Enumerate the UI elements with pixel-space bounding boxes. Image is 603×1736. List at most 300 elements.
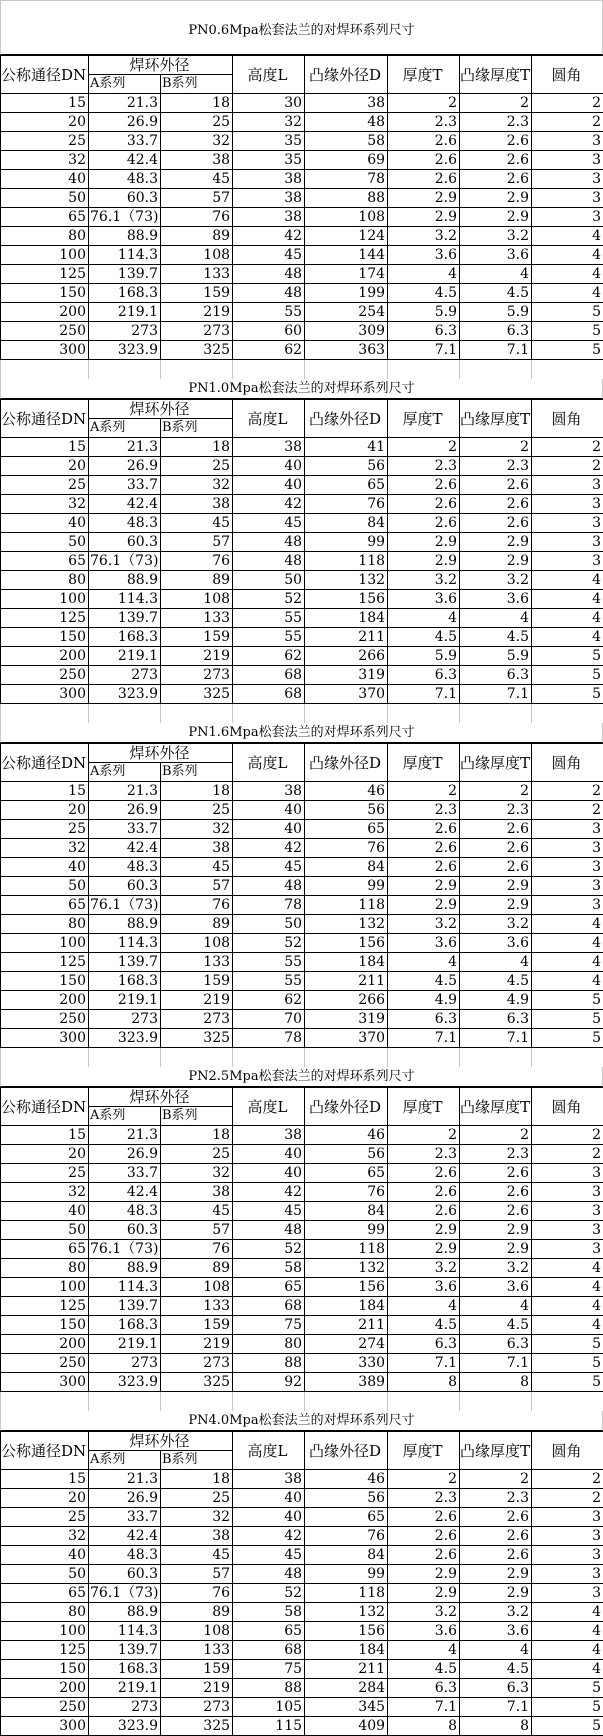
cell-fillet[interactable]: 2	[532, 94, 603, 113]
header-flange-od[interactable]: 凸缘外径D	[305, 1432, 388, 1470]
cell-flange-od-d[interactable]: 319	[305, 666, 388, 685]
cell-series-b[interactable]: 219	[161, 1335, 233, 1354]
cell-flange-od-d[interactable]: 370	[305, 685, 388, 704]
cell-flange-od-d[interactable]: 184	[305, 609, 388, 628]
cell-series-a[interactable]: 168.3	[89, 628, 161, 647]
cell-flange-thickness-t[interactable]: 5.9	[460, 303, 532, 322]
cell-flange-thickness-t[interactable]: 6.3	[460, 1335, 532, 1354]
cell-flange-od-d[interactable]: 156	[305, 590, 388, 609]
cell-flange-od-d[interactable]: 144	[305, 246, 388, 265]
cell-series-b[interactable]: 76	[161, 552, 233, 571]
cell-thickness-t[interactable]: 2.3	[388, 113, 460, 132]
cell-fillet[interactable]: 5	[532, 1698, 603, 1717]
cell-series-a[interactable]: 323.9	[89, 1029, 161, 1048]
cell-flange-thickness-t[interactable]: 2.6	[460, 1546, 532, 1565]
cell-flange-thickness-t[interactable]: 7.1	[460, 341, 532, 360]
cell-dn[interactable]: 32	[1, 495, 89, 514]
cell-height-l[interactable]: 40	[233, 801, 305, 820]
empty-cell[interactable]	[388, 704, 460, 724]
cell-thickness-t[interactable]: 6.3	[388, 1335, 460, 1354]
cell-thickness-t[interactable]: 2.9	[388, 1240, 460, 1259]
cell-height-l[interactable]: 48	[233, 284, 305, 303]
cell-series-a[interactable]: 219.1	[89, 1679, 161, 1698]
cell-fillet[interactable]: 2	[532, 782, 603, 801]
cell-series-a[interactable]: 114.3	[89, 934, 161, 953]
cell-thickness-t[interactable]: 2.9	[388, 208, 460, 227]
empty-cell[interactable]	[89, 1048, 161, 1068]
cell-height-l[interactable]: 30	[233, 94, 305, 113]
cell-height-l[interactable]: 45	[233, 1202, 305, 1221]
cell-fillet[interactable]: 5	[532, 322, 603, 341]
cell-dn[interactable]: 32	[1, 839, 89, 858]
empty-cell[interactable]	[388, 1048, 460, 1068]
header-height[interactable]: 高度L	[233, 744, 305, 782]
cell-flange-thickness-t[interactable]: 2.6	[460, 151, 532, 170]
cell-flange-thickness-t[interactable]: 8	[460, 1717, 532, 1736]
header-height[interactable]: 高度L	[233, 56, 305, 94]
cell-flange-thickness-t[interactable]: 2.9	[460, 896, 532, 915]
cell-fillet[interactable]: 4	[532, 628, 603, 647]
cell-thickness-t[interactable]: 4	[388, 953, 460, 972]
cell-series-a[interactable]: 42.4	[89, 495, 161, 514]
cell-thickness-t[interactable]: 2.9	[388, 189, 460, 208]
cell-series-a[interactable]: 323.9	[89, 1717, 161, 1736]
cell-thickness-t[interactable]: 4	[388, 609, 460, 628]
cell-series-b[interactable]: 32	[161, 820, 233, 839]
cell-height-l[interactable]: 48	[233, 1221, 305, 1240]
cell-flange-thickness-t[interactable]: 4.5	[460, 1316, 532, 1335]
cell-series-a[interactable]: 21.3	[89, 782, 161, 801]
cell-fillet[interactable]: 3	[532, 820, 603, 839]
cell-dn[interactable]: 125	[1, 265, 89, 284]
header-fillet[interactable]: 圆角	[532, 744, 603, 782]
header-series-b[interactable]: B系列	[161, 1107, 233, 1126]
cell-dn[interactable]: 150	[1, 628, 89, 647]
cell-dn[interactable]: 100	[1, 246, 89, 265]
cell-flange-thickness-t[interactable]: 2.6	[460, 495, 532, 514]
cell-fillet[interactable]: 4	[532, 265, 603, 284]
cell-series-b[interactable]: 38	[161, 1527, 233, 1546]
empty-cell[interactable]	[532, 360, 603, 380]
cell-height-l[interactable]: 40	[233, 1489, 305, 1508]
cell-flange-thickness-t[interactable]: 2.6	[460, 132, 532, 151]
cell-flange-od-d[interactable]: 48	[305, 113, 388, 132]
cell-series-b[interactable]: 45	[161, 1546, 233, 1565]
cell-fillet[interactable]: 4	[532, 934, 603, 953]
cell-series-a[interactable]: 33.7	[89, 1164, 161, 1183]
cell-fillet[interactable]: 3	[532, 1183, 603, 1202]
cell-flange-thickness-t[interactable]: 6.3	[460, 666, 532, 685]
cell-flange-thickness-t[interactable]: 4	[460, 1641, 532, 1660]
cell-series-b[interactable]: 76	[161, 1584, 233, 1603]
cell-flange-thickness-t[interactable]: 4	[460, 953, 532, 972]
cell-dn[interactable]: 25	[1, 132, 89, 151]
cell-flange-od-d[interactable]: 108	[305, 208, 388, 227]
cell-dn[interactable]: 40	[1, 858, 89, 877]
cell-thickness-t[interactable]: 2	[388, 1126, 460, 1145]
cell-thickness-t[interactable]: 3.6	[388, 934, 460, 953]
cell-series-a[interactable]: 42.4	[89, 839, 161, 858]
cell-height-l[interactable]: 88	[233, 1354, 305, 1373]
cell-fillet[interactable]: 4	[532, 1603, 603, 1622]
cell-flange-thickness-t[interactable]: 3.2	[460, 1603, 532, 1622]
empty-cell[interactable]	[388, 1392, 460, 1412]
cell-series-a[interactable]: 168.3	[89, 972, 161, 991]
cell-height-l[interactable]: 78	[233, 1029, 305, 1048]
cell-height-l[interactable]: 60	[233, 322, 305, 341]
cell-flange-od-d[interactable]: 99	[305, 1221, 388, 1240]
cell-fillet[interactable]: 3	[532, 495, 603, 514]
empty-cell[interactable]	[460, 1048, 532, 1068]
header-fillet[interactable]: 圆角	[532, 56, 603, 94]
cell-dn[interactable]: 300	[1, 1717, 89, 1736]
cell-flange-thickness-t[interactable]: 2.6	[460, 476, 532, 495]
cell-flange-thickness-t[interactable]: 3.6	[460, 934, 532, 953]
cell-dn[interactable]: 200	[1, 1335, 89, 1354]
header-series-a[interactable]: A系列	[89, 763, 161, 782]
cell-dn[interactable]: 80	[1, 227, 89, 246]
cell-thickness-t[interactable]: 6.3	[388, 322, 460, 341]
cell-flange-od-d[interactable]: 370	[305, 1029, 388, 1048]
cell-thickness-t[interactable]: 3.2	[388, 1603, 460, 1622]
cell-height-l[interactable]: 78	[233, 896, 305, 915]
header-thickness[interactable]: 厚度T	[388, 1088, 460, 1126]
cell-flange-thickness-t[interactable]: 2.6	[460, 1164, 532, 1183]
cell-dn[interactable]: 100	[1, 1278, 89, 1297]
empty-cell[interactable]	[532, 1392, 603, 1412]
cell-flange-thickness-t[interactable]: 6.3	[460, 1010, 532, 1029]
cell-series-b[interactable]: 273	[161, 1354, 233, 1373]
cell-series-a[interactable]: 21.3	[89, 438, 161, 457]
cell-fillet[interactable]: 3	[532, 552, 603, 571]
cell-series-a[interactable]: 323.9	[89, 685, 161, 704]
cell-flange-od-d[interactable]: 56	[305, 1145, 388, 1164]
cell-series-b[interactable]: 273	[161, 1010, 233, 1029]
cell-dn[interactable]: 250	[1, 322, 89, 341]
empty-cell[interactable]	[233, 1048, 305, 1068]
cell-height-l[interactable]: 38	[233, 782, 305, 801]
cell-thickness-t[interactable]: 2.6	[388, 1527, 460, 1546]
cell-height-l[interactable]: 55	[233, 303, 305, 322]
cell-series-a[interactable]: 48.3	[89, 514, 161, 533]
cell-dn[interactable]: 250	[1, 1010, 89, 1029]
cell-dn[interactable]: 250	[1, 1698, 89, 1717]
cell-dn[interactable]: 200	[1, 1679, 89, 1698]
cell-thickness-t[interactable]: 5.9	[388, 647, 460, 666]
cell-series-a[interactable]: 139.7	[89, 1297, 161, 1316]
cell-flange-od-d[interactable]: 65	[305, 820, 388, 839]
cell-series-b[interactable]: 159	[161, 284, 233, 303]
cell-height-l[interactable]: 55	[233, 972, 305, 991]
cell-dn[interactable]: 300	[1, 341, 89, 360]
cell-flange-thickness-t[interactable]: 7.1	[460, 1354, 532, 1373]
cell-flange-od-d[interactable]: 76	[305, 839, 388, 858]
cell-series-b[interactable]: 273	[161, 666, 233, 685]
header-ring-od[interactable]: 焊环外径	[89, 400, 233, 419]
cell-height-l[interactable]: 52	[233, 934, 305, 953]
cell-series-b[interactable]: 273	[161, 322, 233, 341]
cell-series-a[interactable]: 139.7	[89, 609, 161, 628]
cell-series-a[interactable]: 219.1	[89, 991, 161, 1010]
cell-dn[interactable]: 20	[1, 1145, 89, 1164]
cell-series-b[interactable]: 45	[161, 514, 233, 533]
cell-fillet[interactable]: 3	[532, 208, 603, 227]
cell-thickness-t[interactable]: 2.9	[388, 552, 460, 571]
cell-flange-od-d[interactable]: 389	[305, 1373, 388, 1392]
cell-dn[interactable]: 100	[1, 590, 89, 609]
header-series-b[interactable]: B系列	[161, 419, 233, 438]
cell-dn[interactable]: 32	[1, 1527, 89, 1546]
cell-flange-od-d[interactable]: 118	[305, 896, 388, 915]
cell-series-a[interactable]: 48.3	[89, 1202, 161, 1221]
cell-flange-thickness-t[interactable]: 2.9	[460, 208, 532, 227]
cell-series-a[interactable]: 323.9	[89, 1373, 161, 1392]
cell-fillet[interactable]: 4	[532, 915, 603, 934]
cell-flange-od-d[interactable]: 84	[305, 858, 388, 877]
cell-thickness-t[interactable]: 4.5	[388, 284, 460, 303]
cell-thickness-t[interactable]: 2	[388, 782, 460, 801]
cell-fillet[interactable]: 2	[532, 1126, 603, 1145]
cell-series-b[interactable]: 159	[161, 1316, 233, 1335]
cell-flange-od-d[interactable]: 132	[305, 1259, 388, 1278]
cell-dn[interactable]: 65	[1, 896, 89, 915]
empty-cell[interactable]	[305, 704, 388, 724]
cell-flange-thickness-t[interactable]: 2.9	[460, 533, 532, 552]
header-height[interactable]: 高度L	[233, 1088, 305, 1126]
cell-thickness-t[interactable]: 2.6	[388, 476, 460, 495]
empty-cell[interactable]	[161, 1392, 233, 1412]
cell-height-l[interactable]: 92	[233, 1373, 305, 1392]
cell-height-l[interactable]: 40	[233, 1164, 305, 1183]
cell-fillet[interactable]: 3	[532, 476, 603, 495]
cell-dn[interactable]: 15	[1, 1126, 89, 1145]
cell-series-a[interactable]: 323.9	[89, 341, 161, 360]
cell-thickness-t[interactable]: 4.5	[388, 972, 460, 991]
cell-series-b[interactable]: 325	[161, 685, 233, 704]
cell-series-a[interactable]: 60.3	[89, 1565, 161, 1584]
cell-series-b[interactable]: 219	[161, 647, 233, 666]
cell-thickness-t[interactable]: 8	[388, 1717, 460, 1736]
cell-height-l[interactable]: 42	[233, 1527, 305, 1546]
cell-flange-thickness-t[interactable]: 2.9	[460, 1565, 532, 1584]
cell-thickness-t[interactable]: 4.5	[388, 628, 460, 647]
cell-fillet[interactable]: 4	[532, 953, 603, 972]
cell-thickness-t[interactable]: 3.6	[388, 590, 460, 609]
cell-dn[interactable]: 100	[1, 1622, 89, 1641]
header-flange-thickness[interactable]: 凸缘厚度T	[460, 56, 532, 94]
cell-dn[interactable]: 65	[1, 208, 89, 227]
cell-series-b[interactable]: 325	[161, 1029, 233, 1048]
cell-dn[interactable]: 250	[1, 666, 89, 685]
cell-dn[interactable]: 65	[1, 552, 89, 571]
cell-thickness-t[interactable]: 2.3	[388, 1489, 460, 1508]
cell-series-a[interactable]: 26.9	[89, 457, 161, 476]
cell-flange-od-d[interactable]: 65	[305, 1164, 388, 1183]
cell-fillet[interactable]: 5	[532, 685, 603, 704]
cell-dn[interactable]: 150	[1, 972, 89, 991]
cell-flange-od-d[interactable]: 199	[305, 284, 388, 303]
cell-fillet[interactable]: 5	[532, 1373, 603, 1392]
cell-thickness-t[interactable]: 2.6	[388, 170, 460, 189]
cell-flange-od-d[interactable]: 274	[305, 1335, 388, 1354]
cell-fillet[interactable]: 5	[532, 666, 603, 685]
cell-dn[interactable]: 250	[1, 1354, 89, 1373]
cell-thickness-t[interactable]: 2.9	[388, 877, 460, 896]
cell-height-l[interactable]: 35	[233, 151, 305, 170]
cell-series-b[interactable]: 273	[161, 1698, 233, 1717]
cell-dn[interactable]: 150	[1, 1316, 89, 1335]
cell-series-b[interactable]: 32	[161, 132, 233, 151]
cell-flange-thickness-t[interactable]: 3.6	[460, 590, 532, 609]
cell-fillet[interactable]: 5	[532, 1354, 603, 1373]
cell-fillet[interactable]: 4	[532, 1622, 603, 1641]
cell-flange-od-d[interactable]: 65	[305, 1508, 388, 1527]
cell-thickness-t[interactable]: 2.6	[388, 514, 460, 533]
cell-height-l[interactable]: 38	[233, 1470, 305, 1489]
cell-series-b[interactable]: 89	[161, 1259, 233, 1278]
cell-series-a[interactable]: 219.1	[89, 647, 161, 666]
cell-fillet[interactable]: 4	[532, 609, 603, 628]
cell-thickness-t[interactable]: 2.6	[388, 495, 460, 514]
cell-fillet[interactable]: 5	[532, 1335, 603, 1354]
cell-series-b[interactable]: 38	[161, 495, 233, 514]
cell-fillet[interactable]: 3	[532, 1240, 603, 1259]
cell-dn[interactable]: 200	[1, 303, 89, 322]
cell-height-l[interactable]: 40	[233, 1145, 305, 1164]
empty-cell[interactable]	[460, 704, 532, 724]
cell-flange-od-d[interactable]: 132	[305, 571, 388, 590]
cell-flange-thickness-t[interactable]: 4.5	[460, 972, 532, 991]
cell-thickness-t[interactable]: 3.2	[388, 571, 460, 590]
header-flange-od[interactable]: 凸缘外径D	[305, 744, 388, 782]
cell-flange-thickness-t[interactable]: 2.6	[460, 514, 532, 533]
cell-series-a[interactable]: 273	[89, 1010, 161, 1029]
cell-height-l[interactable]: 45	[233, 246, 305, 265]
cell-flange-thickness-t[interactable]: 4.5	[460, 284, 532, 303]
empty-cell[interactable]	[233, 1392, 305, 1412]
empty-cell[interactable]	[89, 360, 161, 380]
cell-series-b[interactable]: 45	[161, 858, 233, 877]
cell-dn[interactable]: 65	[1, 1584, 89, 1603]
cell-dn[interactable]: 32	[1, 1183, 89, 1202]
cell-series-b[interactable]: 25	[161, 801, 233, 820]
empty-cell[interactable]	[460, 360, 532, 380]
cell-flange-od-d[interactable]: 65	[305, 476, 388, 495]
cell-flange-thickness-t[interactable]: 2.9	[460, 1240, 532, 1259]
cell-series-a[interactable]: 60.3	[89, 533, 161, 552]
cell-flange-od-d[interactable]: 84	[305, 1546, 388, 1565]
cell-series-b[interactable]: 38	[161, 839, 233, 858]
cell-thickness-t[interactable]: 3.6	[388, 1622, 460, 1641]
cell-height-l[interactable]: 80	[233, 1335, 305, 1354]
cell-height-l[interactable]: 52	[233, 1240, 305, 1259]
cell-series-b[interactable]: 57	[161, 533, 233, 552]
cell-thickness-t[interactable]: 7.1	[388, 1354, 460, 1373]
cell-series-b[interactable]: 89	[161, 227, 233, 246]
cell-fillet[interactable]: 2	[532, 457, 603, 476]
cell-series-b[interactable]: 108	[161, 590, 233, 609]
cell-height-l[interactable]: 45	[233, 1546, 305, 1565]
cell-fillet[interactable]: 3	[532, 877, 603, 896]
cell-flange-thickness-t[interactable]: 3.6	[460, 246, 532, 265]
cell-thickness-t[interactable]: 2.6	[388, 839, 460, 858]
cell-flange-thickness-t[interactable]: 6.3	[460, 322, 532, 341]
cell-flange-od-d[interactable]: 56	[305, 1489, 388, 1508]
cell-height-l[interactable]: 40	[233, 820, 305, 839]
cell-height-l[interactable]: 58	[233, 1603, 305, 1622]
cell-series-a[interactable]: 42.4	[89, 1183, 161, 1202]
cell-height-l[interactable]: 105	[233, 1698, 305, 1717]
cell-series-b[interactable]: 108	[161, 246, 233, 265]
cell-dn[interactable]: 20	[1, 457, 89, 476]
cell-height-l[interactable]: 68	[233, 1641, 305, 1660]
cell-height-l[interactable]: 65	[233, 1622, 305, 1641]
empty-cell[interactable]	[161, 360, 233, 380]
cell-flange-thickness-t[interactable]: 2.9	[460, 1584, 532, 1603]
cell-fillet[interactable]: 2	[532, 1470, 603, 1489]
cell-flange-od-d[interactable]: 41	[305, 438, 388, 457]
cell-dn[interactable]: 50	[1, 189, 89, 208]
cell-series-a[interactable]: 168.3	[89, 1316, 161, 1335]
cell-series-b[interactable]: 18	[161, 94, 233, 113]
cell-flange-od-d[interactable]: 409	[305, 1717, 388, 1736]
cell-series-a[interactable]: 114.3	[89, 1278, 161, 1297]
cell-fillet[interactable]: 4	[532, 246, 603, 265]
cell-fillet[interactable]: 4	[532, 1641, 603, 1660]
cell-fillet[interactable]: 3	[532, 1164, 603, 1183]
cell-series-a[interactable]: 168.3	[89, 284, 161, 303]
cell-flange-thickness-t[interactable]: 6.3	[460, 1679, 532, 1698]
cell-fillet[interactable]: 3	[532, 189, 603, 208]
header-series-a[interactable]: A系列	[89, 75, 161, 94]
header-series-b[interactable]: B系列	[161, 75, 233, 94]
cell-series-b[interactable]: 89	[161, 1603, 233, 1622]
cell-flange-od-d[interactable]: 99	[305, 877, 388, 896]
cell-flange-od-d[interactable]: 156	[305, 1278, 388, 1297]
cell-height-l[interactable]: 40	[233, 1508, 305, 1527]
empty-cell[interactable]	[532, 704, 603, 724]
cell-fillet[interactable]: 5	[532, 1029, 603, 1048]
cell-flange-thickness-t[interactable]: 2.3	[460, 801, 532, 820]
header-thickness[interactable]: 厚度T	[388, 400, 460, 438]
cell-flange-thickness-t[interactable]: 4.5	[460, 1660, 532, 1679]
cell-flange-od-d[interactable]: 330	[305, 1354, 388, 1373]
cell-flange-od-d[interactable]: 88	[305, 189, 388, 208]
cell-series-a[interactable]: 21.3	[89, 1126, 161, 1145]
cell-thickness-t[interactable]: 7.1	[388, 1029, 460, 1048]
cell-series-a[interactable]: 48.3	[89, 170, 161, 189]
cell-fillet[interactable]: 5	[532, 647, 603, 666]
cell-thickness-t[interactable]: 2	[388, 438, 460, 457]
cell-thickness-t[interactable]: 2.6	[388, 1202, 460, 1221]
cell-dn[interactable]: 50	[1, 1565, 89, 1584]
cell-series-b[interactable]: 38	[161, 1183, 233, 1202]
cell-series-b[interactable]: 133	[161, 1641, 233, 1660]
cell-fillet[interactable]: 4	[532, 227, 603, 246]
header-series-a[interactable]: A系列	[89, 1107, 161, 1126]
cell-series-b[interactable]: 108	[161, 934, 233, 953]
cell-flange-od-d[interactable]: 38	[305, 94, 388, 113]
cell-height-l[interactable]: 62	[233, 647, 305, 666]
cell-series-b[interactable]: 219	[161, 303, 233, 322]
cell-series-a[interactable]: 114.3	[89, 246, 161, 265]
cell-fillet[interactable]: 2	[532, 801, 603, 820]
cell-fillet[interactable]: 4	[532, 1660, 603, 1679]
cell-series-a[interactable]: 273	[89, 666, 161, 685]
cell-height-l[interactable]: 45	[233, 858, 305, 877]
cell-series-b[interactable]: 57	[161, 189, 233, 208]
cell-dn[interactable]: 125	[1, 1641, 89, 1660]
